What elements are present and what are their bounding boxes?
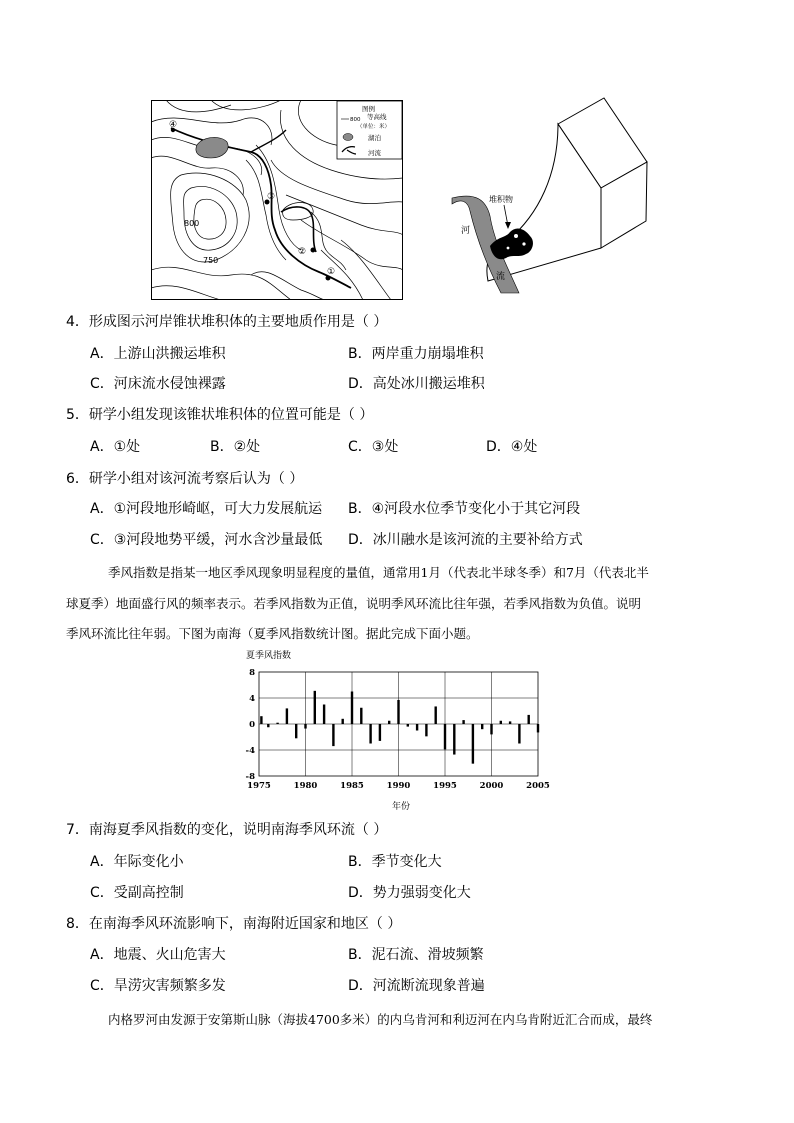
question-4-option-b[interactable]: B．两岸重力崩塌堆积 xyxy=(348,346,484,362)
chart-bar xyxy=(509,721,511,724)
legend-lake-icon xyxy=(343,134,353,141)
chart-bar xyxy=(351,692,353,725)
chart-y-tick-label: 0 xyxy=(249,720,255,730)
chart-bar xyxy=(397,700,399,724)
block-diagram-figure xyxy=(446,96,648,301)
legend-contour-value: 800 xyxy=(350,117,361,123)
contour-label-750: 750 xyxy=(203,256,219,265)
chart-x-ticks xyxy=(247,781,550,791)
river-char-1: 河 xyxy=(461,226,471,236)
question-7-option-c[interactable]: C．受副高控制 xyxy=(90,885,184,901)
question-5-stem: 5．研学小组发现该锥状堆积体的位置可能是（ ） xyxy=(66,407,374,423)
chart-bar xyxy=(490,724,492,734)
chart-bar xyxy=(314,691,316,724)
chart-y-ticks xyxy=(246,668,256,782)
legend-contour-unit: （单位：米） xyxy=(357,124,391,130)
question-8-stem: 8．在南海季风环流影响下，南海附近国家和地区（ ） xyxy=(66,916,402,932)
chart-x-tick-label: 1990 xyxy=(386,781,411,791)
deposit-arrow-head xyxy=(505,222,511,229)
chart-y-tick-label: 4 xyxy=(249,694,255,704)
chart-bar xyxy=(323,705,325,725)
chart-bar xyxy=(360,708,362,724)
legend-lake-label: 湖泊 xyxy=(368,134,381,142)
question-4-option-a[interactable]: A．上游山洪搬运堆积 xyxy=(90,346,226,362)
contour-label-800: 800 xyxy=(184,219,200,228)
question-6-stem: 6．研学小组对该河流考察后认为（ ） xyxy=(66,471,304,487)
chart-bar xyxy=(260,716,262,724)
question-6-option-d[interactable]: D．冰川融水是该河流的主要补给方式 xyxy=(348,532,583,548)
question-4-option-d[interactable]: D．高处冰川搬运堆积 xyxy=(348,376,485,392)
chart-bar xyxy=(276,723,278,724)
chart-bar xyxy=(500,721,502,724)
chart-y-tick-label: -4 xyxy=(245,746,255,756)
question-8-option-d[interactable]: D．河流断流现象普遍 xyxy=(348,978,485,994)
orinoco-passage-line-1: 内格罗河由发源于安第斯山脉（海拔4700多米）的内乌肯河和利迈河在内乌肯附近汇合而成，最终 xyxy=(108,1012,653,1027)
question-7-option-a[interactable]: A．年际变化小 xyxy=(90,854,184,870)
question-8-option-c[interactable]: C．旱涝灾害频繁多发 xyxy=(90,978,226,994)
contour-map-figure xyxy=(151,100,403,300)
monsoon-passage-line-3: 季风环流比往年弱。下图为南海（夏季风指数统计图。据此完成下面小题。 xyxy=(66,626,479,641)
chart-bar xyxy=(407,724,409,727)
point-3-label: ③ xyxy=(267,192,276,202)
question-4-stem: 4．形成图示河岸锥状堆积体的主要地质作用是（ ） xyxy=(66,314,388,330)
chart-title: 夏季风指数 xyxy=(246,651,292,661)
chart-bar xyxy=(518,724,520,744)
chart-bar xyxy=(537,724,539,732)
chart-bar xyxy=(481,724,483,729)
question-7-option-d[interactable]: D．势力强弱变化大 xyxy=(348,885,471,901)
legend-river-label: 河流 xyxy=(368,149,381,157)
chart-y-tick-label: 8 xyxy=(249,668,255,678)
point-2-label: ② xyxy=(298,247,307,257)
chart-bar xyxy=(425,724,427,736)
question-8-option-a[interactable]: A．地震、火山危害大 xyxy=(90,947,226,963)
legend-title: 图例 xyxy=(362,105,375,113)
map-legend xyxy=(337,101,402,159)
chart-bars xyxy=(260,691,539,764)
chart-bar xyxy=(369,724,371,744)
point-2-dot xyxy=(311,248,316,253)
deposit-rock-3 xyxy=(507,247,510,250)
chart-bar xyxy=(528,715,530,724)
chart-bar xyxy=(286,708,288,724)
chart-x-tick-label: 1985 xyxy=(340,781,364,791)
monsoon-passage-line-1: 季风指数是指某一地区季风现象明显程度的量值，通常用1月（代表北半球冬季）和7月（代表北半 xyxy=(108,565,649,580)
chart-bar xyxy=(416,724,418,731)
deposit-rock-1 xyxy=(514,234,518,238)
question-8-option-b[interactable]: B．泥石流、滑坡频繁 xyxy=(348,947,484,963)
chart-bar xyxy=(304,724,306,729)
chart-x-label: 年份 xyxy=(392,802,411,812)
chart-bar xyxy=(342,719,344,724)
question-5-option-c[interactable]: C．③处 xyxy=(348,439,399,455)
chart-bar xyxy=(444,724,446,749)
deposit-rock-2 xyxy=(522,242,525,245)
river-char-2: 流 xyxy=(496,272,506,282)
chart-bar xyxy=(453,724,455,755)
chart-bar xyxy=(379,724,381,741)
chart-x-tick-label: 2000 xyxy=(479,781,504,791)
chart-x-tick-label: 1975 xyxy=(247,781,271,791)
question-6-option-c[interactable]: C．③河段地势平缓，河水含沙量最低 xyxy=(90,532,323,548)
chart-bar xyxy=(267,724,269,727)
monsoon-index-chart xyxy=(230,646,560,814)
question-7-stem: 7．南海夏季风指数的变化，说明南海季风环流（ ） xyxy=(66,822,388,838)
chart-bar xyxy=(435,706,437,724)
question-5-option-d[interactable]: D．④处 xyxy=(486,439,538,455)
question-6-option-a[interactable]: A．①河段地形崎岖，可大力发展航运 xyxy=(90,501,323,517)
question-5-option-b[interactable]: B．②处 xyxy=(210,439,261,455)
chart-y-tick-label: -8 xyxy=(245,772,255,782)
chart-x-tick-label: 1995 xyxy=(433,781,457,791)
chart-bar xyxy=(462,720,464,724)
question-5-option-a[interactable]: A．①处 xyxy=(90,439,141,455)
question-6-option-b[interactable]: B．④河段水位季节变化小于其它河段 xyxy=(348,501,581,517)
point-4-label: ④ xyxy=(169,120,178,130)
chart-x-tick-label: 1980 xyxy=(293,781,318,791)
question-7-option-b[interactable]: B．季节变化大 xyxy=(348,854,442,870)
chart-x-tick-label: 2005 xyxy=(526,781,550,791)
chart-bar xyxy=(332,724,334,746)
monsoon-passage-line-2: 球夏季）地面盛行风的频率表示。若季风指数为正值，说明季风环流比往年强，若季风指数为负值。说明 xyxy=(66,596,642,611)
chart-bar xyxy=(295,724,297,738)
point-1-label: ① xyxy=(327,267,336,277)
legend-contour-label: 等高线 xyxy=(367,113,387,121)
chart-bar xyxy=(388,721,390,724)
chart-bar xyxy=(472,724,474,764)
deposit-label: 堆积物 xyxy=(489,195,513,204)
question-4-option-c[interactable]: C．河床流水侵蚀裸露 xyxy=(90,376,226,392)
